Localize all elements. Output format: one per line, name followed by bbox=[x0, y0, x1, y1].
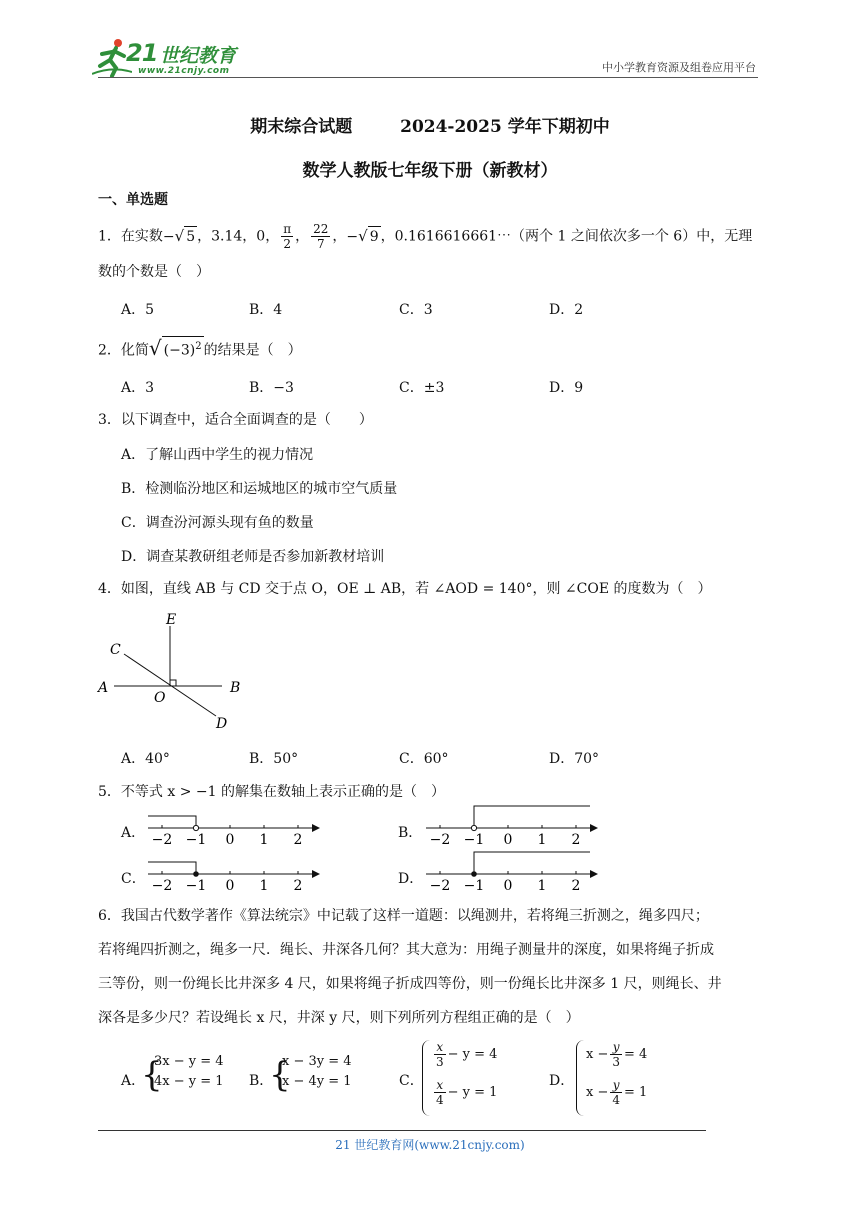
q5-option-c-label: C． bbox=[121, 871, 146, 887]
label-E: E bbox=[166, 612, 177, 628]
tick-label: −2 bbox=[151, 878, 173, 894]
q6-d-lead2: x − bbox=[586, 1085, 609, 1100]
q6-d-lead1: x − bbox=[586, 1047, 609, 1062]
q1-text-d: ， bbox=[332, 228, 347, 245]
q1-text-a: 1．在实数 bbox=[98, 228, 163, 245]
footer-divider bbox=[98, 1130, 706, 1131]
q6-system-b bbox=[282, 1052, 352, 1092]
q6-d-eq2: = 1 bbox=[624, 1085, 648, 1100]
sqrt-expr: √ $(-3)^2$ bbox=[148, 335, 202, 360]
question-6-line-4: 深各是多少尺？若设绳长 x 尺，井深 y 尺，则下列所列方程组正确的是（ ） bbox=[98, 1010, 580, 1026]
label-C: C bbox=[110, 642, 121, 658]
q6-option-d-label: D． bbox=[549, 1073, 575, 1089]
q6-system-a bbox=[154, 1052, 224, 1092]
title-part-a: 期末综合试题 bbox=[250, 117, 353, 137]
numberline-d bbox=[422, 850, 602, 896]
brace-d bbox=[576, 1040, 585, 1116]
q6-option-a-label: A． bbox=[121, 1073, 146, 1089]
neg-sqrt5: −√ 5 bbox=[162, 226, 196, 245]
label-O: O bbox=[154, 690, 166, 706]
tick-label: −1 bbox=[463, 878, 485, 894]
frac-22-7: $\frac{22}{7}$ bbox=[313, 222, 329, 251]
q6-c-eq1: − y = 4 bbox=[447, 1047, 498, 1062]
label-B: B bbox=[230, 680, 241, 696]
tick-label: 2 bbox=[293, 832, 303, 848]
q1-option-d: D．2 bbox=[549, 302, 584, 318]
tick-label: −2 bbox=[429, 878, 451, 894]
q6-option-b-label: B． bbox=[249, 1073, 274, 1089]
q1-option-a: A．5 bbox=[121, 302, 155, 318]
q6-a-eq1: 3x − y = 4 bbox=[154, 1054, 224, 1069]
q6-system-c: $\frac{x}{3}$ − y = 4 $\frac{x}{4}$ − y = 1 bbox=[436, 1040, 498, 1107]
q2-text-a: 2．化简 bbox=[98, 342, 149, 359]
numberline-b bbox=[422, 804, 602, 850]
question-6-line-2: 若将绳四折测之，绳多一尺．绳长、井深各几何？其大意为：用绳子测量井的深度，如果将绳子折成 bbox=[98, 942, 714, 958]
logo bbox=[92, 36, 262, 78]
brace-b: { bbox=[269, 1055, 291, 1095]
title-part-b: 2024-2025 学年下期初中 bbox=[400, 117, 610, 137]
q1-text-e: ，0.1616616661⋯（两个 1 之间依次多一个 6）中，无理 bbox=[380, 228, 753, 245]
tick-label: 0 bbox=[503, 878, 513, 894]
question-1-cont: 数的个数是（ ） bbox=[98, 264, 210, 280]
question-1 bbox=[98, 222, 752, 251]
q5-option-b-label: B． bbox=[398, 825, 423, 841]
tick-label: 1 bbox=[259, 832, 269, 848]
q6-b-eq1: x − 3y = 4 bbox=[282, 1054, 352, 1069]
q4-option-b: B．50° bbox=[249, 751, 299, 767]
q6-option-c-label: C． bbox=[399, 1073, 424, 1089]
q3-option-b: B．检测临汾地区和运城地区的城市空气质量 bbox=[121, 481, 398, 497]
q2-text-b: 的结果是（ ） bbox=[203, 342, 302, 359]
tick-label: −1 bbox=[185, 878, 207, 894]
tick-label: −1 bbox=[463, 832, 485, 848]
title-line-1 bbox=[0, 112, 860, 137]
q6-c-eq2: − y = 1 bbox=[447, 1085, 498, 1100]
logo-text: 世纪教育 bbox=[160, 45, 237, 67]
section-heading: 一、单选题 bbox=[98, 192, 168, 208]
label-D: D bbox=[216, 716, 228, 732]
q3-option-d: D．调查某教研组老师是否参加新教材培训 bbox=[121, 549, 385, 565]
q6-system-d: x − $\frac{y}{3}$ = 4 x − $\frac{y}{4}$ = 1 bbox=[586, 1040, 648, 1107]
q6-d-eq1: = 4 bbox=[624, 1047, 648, 1062]
q2-option-c: C．±3 bbox=[399, 380, 445, 396]
q2-option-d: D．9 bbox=[549, 380, 584, 396]
tick-label: 1 bbox=[537, 832, 547, 848]
brace-a: { bbox=[141, 1055, 163, 1095]
q2-option-a: A．3 bbox=[121, 380, 155, 396]
tick-label: 2 bbox=[293, 878, 303, 894]
tick-label: 0 bbox=[503, 832, 513, 848]
tick-label: −1 bbox=[185, 832, 207, 848]
q6-b-eq2: x − 4y = 1 bbox=[282, 1074, 352, 1089]
q1-text-c: ， bbox=[295, 228, 310, 245]
q1-option-c: C．3 bbox=[399, 302, 433, 318]
label-A: A bbox=[98, 680, 109, 696]
q2-option-b: B．−3 bbox=[249, 380, 294, 396]
platform-name: 中小学教育资源及组卷应用平台 bbox=[602, 61, 756, 74]
q3-option-c: C．调查汾河源头现有鱼的数量 bbox=[121, 515, 314, 531]
footer-text: 21 世纪教育网(www.21cnjy.com) bbox=[335, 1138, 525, 1152]
question-2 bbox=[98, 336, 302, 361]
q4-option-c: C．60° bbox=[399, 751, 449, 767]
q5-option-a-label: A． bbox=[121, 825, 146, 841]
neg-sqrt9: −√ 9 bbox=[346, 226, 379, 245]
tick-label: −2 bbox=[429, 832, 451, 848]
geometry-figure bbox=[96, 608, 246, 736]
numberline-c bbox=[144, 856, 324, 896]
tick-label: 2 bbox=[571, 832, 581, 848]
q1-option-b: B．4 bbox=[249, 302, 283, 318]
q5-option-d-label: D． bbox=[398, 871, 424, 887]
q4-option-d: D．70° bbox=[549, 751, 600, 767]
frac-pi-2: $\frac{\pi}{2}$ bbox=[283, 222, 292, 251]
tick-label: 1 bbox=[537, 878, 547, 894]
tick-label: 2 bbox=[571, 878, 581, 894]
question-6-line-3: 三等份，则一份绳长比井深多 4 尺，如果将绳子折成四等份，则一份绳长比井深多 1 尺，则绳长、井 bbox=[98, 976, 722, 992]
q1-text-b: ，3.14，0， bbox=[197, 228, 280, 245]
q4-option-a: A．40° bbox=[121, 751, 170, 767]
q6-a-eq2: 4x − y = 1 bbox=[154, 1074, 224, 1089]
q3-option-a: A．了解山西中学生的视力情况 bbox=[121, 447, 314, 463]
header-divider bbox=[98, 77, 758, 78]
title-line-2: 数学人教版七年级下册（新教材） bbox=[302, 161, 558, 181]
numberline-a bbox=[144, 810, 324, 850]
question-5: 5．不等式 x > −1 的解集在数轴上表示正确的是（ ） bbox=[98, 784, 445, 800]
brace-c bbox=[422, 1040, 431, 1116]
logo-url: www.21cnjy.com bbox=[138, 66, 230, 76]
tick-label: 0 bbox=[225, 878, 235, 894]
tick-label: 0 bbox=[225, 832, 235, 848]
tick-label: −2 bbox=[151, 832, 173, 848]
question-4: 4．如图，直线 AB 与 CD 交于点 O，OE ⊥ AB，若 ∠AOD = 140°，则 ∠COE 的度数为（ ） bbox=[98, 581, 712, 597]
tick-label: 1 bbox=[259, 878, 269, 894]
question-3: 3．以下调查中，适合全面调查的是（ ） bbox=[98, 412, 373, 428]
question-6-line-1: 6．我国古代数学著作《算法统宗》中记载了这样一道题：以绳测井，若将绳三折测之，绳多四尺； bbox=[98, 908, 709, 924]
logo-number: 21 bbox=[126, 39, 158, 67]
